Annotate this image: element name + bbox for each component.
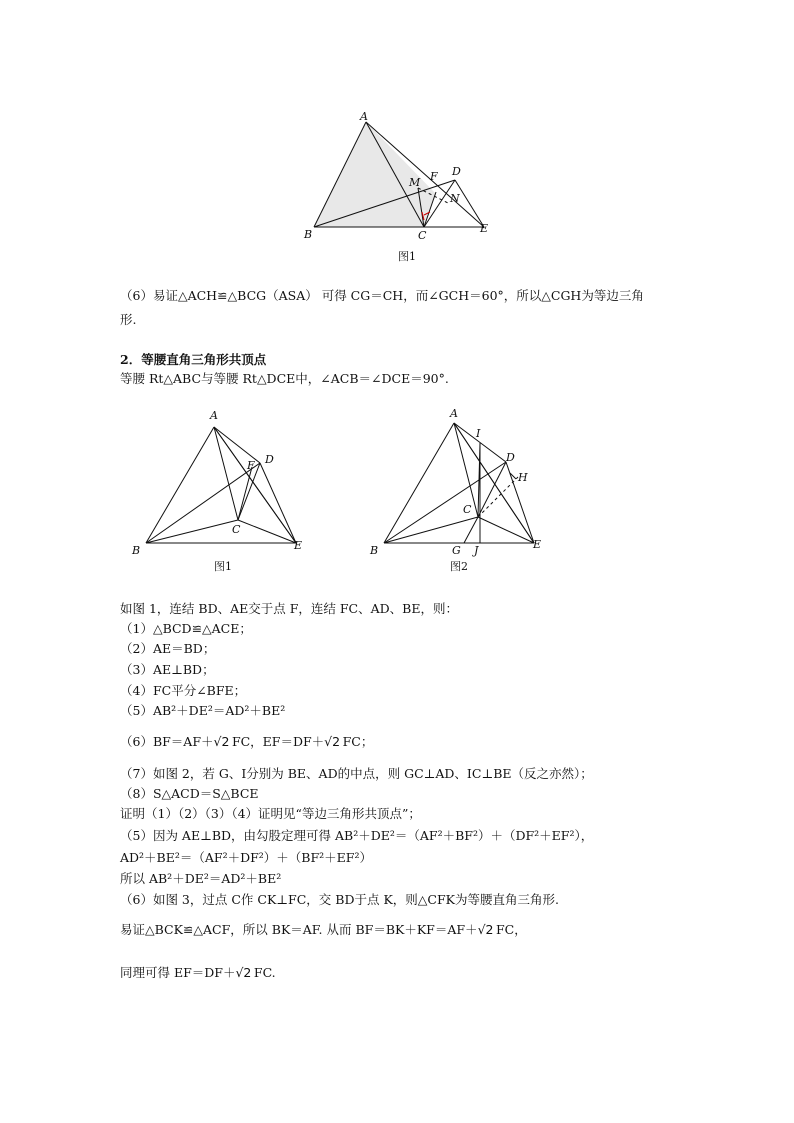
item-6: [120, 734, 373, 750]
proof-p2: （5）因为 AE⊥BD，由勾股定理可得 AB²＋DE²＝（AF²＋BF²）＋（DF²＋EF²），: [120, 828, 594, 843]
item-7: （7）如图 2，若 G、I分别为 BE、AD的中点，则 GC⊥AD、IC⊥BE（反之亦然）；: [120, 766, 593, 781]
proof-p7-part-a: 同理可得 EF＝DF＋: [120, 965, 236, 980]
fig-left-label-e: E: [294, 539, 303, 552]
fig-right-label-d: D: [506, 451, 515, 464]
body-p0: 如图 1，连结 BD、AE交于点 F，连结 FC、AD、BE，则：: [120, 601, 458, 616]
fig-left-label-c: C: [232, 523, 241, 536]
proof-p7: [120, 965, 276, 981]
item-3: （3）AE⊥BD；: [120, 662, 215, 677]
fig-right-label-e: E: [533, 538, 542, 551]
text1-line2: 形.: [120, 312, 137, 327]
proof-p5: （6）如图 3，过点 C作 CK⊥FC，交 BD于点 K，则△CFK为等腰直角三角形.: [120, 892, 559, 907]
fig-left-label-a: A: [210, 409, 218, 422]
proof-p4: 所以 AB²＋DE²＝AD²＋BE²: [120, 871, 282, 886]
figure-top-diagram: [300, 112, 500, 267]
sqrt-2-b: √2: [324, 734, 341, 749]
fig-right-label-h: H: [518, 471, 528, 484]
fig-top-label-c: C: [418, 229, 427, 242]
fig-top-label-e: E: [480, 222, 489, 235]
text1-line1: （6）易证△ACH≌△BCG（ASA） 可得 CG＝CH，而∠GCH＝60°，所以△CGH为等边三角: [120, 288, 644, 303]
fig-right-caption: 图2: [450, 560, 468, 573]
fig-top-label-a: A: [360, 112, 368, 123]
sqrt-2-c: √2: [477, 922, 494, 937]
item-6-part-c: FC；: [342, 734, 374, 749]
sqrt-2-d: √2: [235, 965, 252, 980]
fig-top-label-f: F: [430, 170, 438, 183]
fig-right-label-a: A: [450, 407, 458, 420]
proof-p3: AD²＋BE²＝（AF²＋DF²）＋（BF²＋EF²）: [120, 850, 372, 865]
proof-p1: 证明（1）（2）（3）（4）证明见“等边三角形共顶点”；: [120, 806, 421, 821]
item-6-part-a: （6）BF＝AF＋: [120, 734, 214, 749]
fig-right-label-g: G: [452, 544, 461, 557]
figure-left-diagram: [128, 405, 313, 580]
fig-left-caption: 图1: [214, 560, 232, 573]
fig-right-label-j: J: [474, 544, 479, 557]
proof-p6-part-a: 易证△BCK≌△ACF，所以 BK＝AF. 从而 BF＝BK＋KF＝AF＋: [120, 922, 478, 937]
fig-right-label-i: I: [476, 427, 481, 440]
fig-right-label-b: B: [370, 544, 379, 557]
section-intro: 等腰 Rt△ABC与等腰 Rt△DCE中，∠ACB＝∠DCE＝90°.: [120, 371, 449, 386]
sqrt-2-a: √2: [213, 734, 230, 749]
fig-left-label-b: B: [132, 544, 141, 557]
proof-p6: [120, 922, 527, 938]
fig-top-label-d: D: [452, 165, 461, 178]
item-5: （5）AB²＋DE²＝AD²＋BE²: [120, 703, 286, 718]
fig-right-label-c: C: [463, 503, 472, 516]
item-8: （8）S△ACD＝S△BCE: [120, 786, 259, 801]
fig-top-caption: 图1: [398, 250, 416, 263]
item-1: （1）△BCD≌△ACE；: [120, 621, 252, 636]
item-2: （2）AE＝BD；: [120, 641, 216, 656]
item-4: （4）FC平分∠BFE；: [120, 683, 247, 698]
fig-top-label-m: M: [409, 176, 421, 189]
item-6-part-b: FC，EF＝DF＋: [231, 734, 325, 749]
proof-p7-part-b: FC.: [253, 965, 276, 980]
section-heading: 2．等腰直角三角形共顶点: [120, 352, 267, 367]
proof-p6-part-b: FC，: [495, 922, 527, 937]
figure-right-diagram: [368, 405, 553, 580]
fig-top-label-n: N: [450, 192, 460, 205]
fig-left-label-f: F: [247, 459, 255, 472]
fig-left-label-d: D: [265, 453, 274, 466]
fig-top-label-b: B: [304, 228, 313, 241]
